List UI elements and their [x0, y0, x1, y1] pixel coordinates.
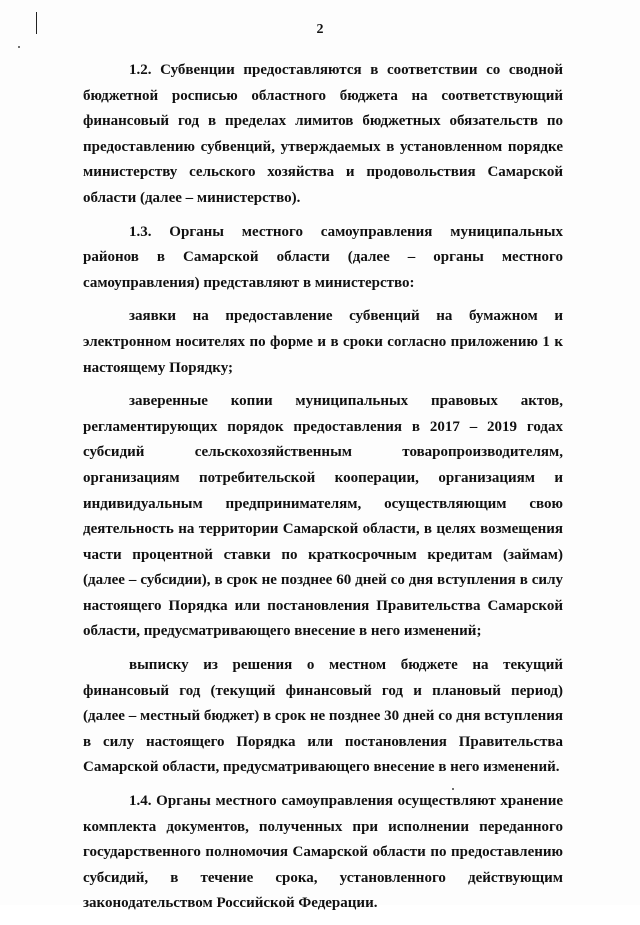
list-item-budget-extract: выписку из решения о местном бюджете на текущий финансовый год (текущий финансовый год и плановый период) (далее – местный бюджет) в срок не позднее 30 дней со дня вступления в силу настоящего Порядка или постановления Правительства Самарской области, предусматривающего внесение в него изменений. — [83, 657, 563, 776]
page-number: 2 — [316, 22, 324, 37]
paragraph-1-4: 1.4. Органы местного самоуправления осуществляют хранение комплекта документов, полученных при исполнении переданного государственного полномочия Самарской области по предоставлению субсидий, в течение срока, установленного действующим законодательством Российской Федерации. — [83, 793, 563, 912]
paragraph-1-3: 1.3. Органы местного самоуправления муниципальных районов в Самарской области (далее – органы местного самоуправления) представляют в министерство: — [83, 223, 563, 291]
scan-speck — [18, 46, 20, 48]
list-item-applications: заявки на предоставление субвенций на бумажном и электронном носителях по форме и в сроки согласно приложению 1 к настоящему Порядку; — [83, 308, 563, 376]
document-body — [83, 58, 563, 925]
list-item-legal-acts: заверенные копии муниципальных правовых актов, регламентирующих порядок предоставления в 2017 – 2019 годах субсидий сельскохозяйственным товаропроизводителям, организациям потребительской кооперации, организациям и индивидуальным предпринимателям, осуществляющим свою деятельность на территории Самарской области, в целях возмещения части процентной ставки по краткосрочным кредитам (займам) (далее – субсидии), в срок не позднее 60 дней со дня вступления в силу настоящего Порядка или постановления Правительства Самарской области, предусматривающего внесение в него изменений; — [83, 393, 563, 640]
paragraph-1-2: 1.2. Субвенции предоставляются в соответствии со сводной бюджетной росписью областного бюджета на соответствующий финансовый год в пределах лимитов бюджетных обязательств по предоставлению субвенций, утверждаемых в установленном порядке министерству сельского хозяйства и продовольствия Самарской области (далее – министерство). — [83, 62, 563, 206]
